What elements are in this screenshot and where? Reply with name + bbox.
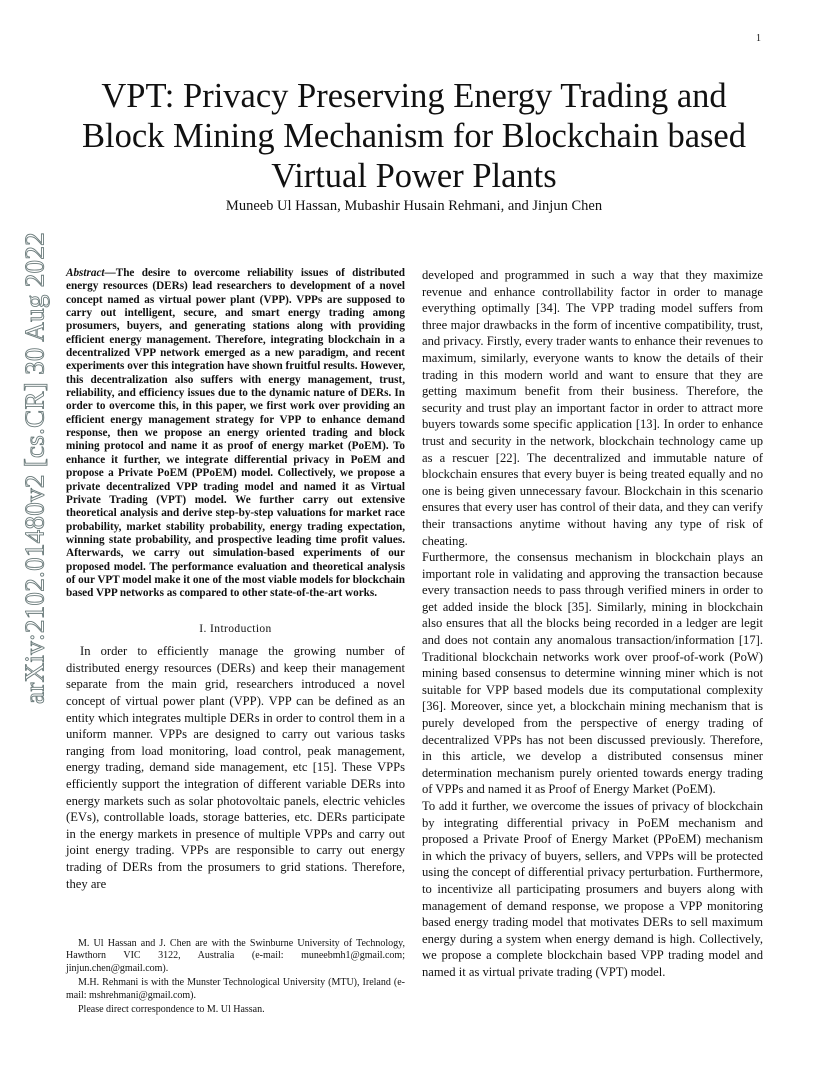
arxiv-stamp-text: arXiv:2102.01480v2 [cs.CR] 30 Aug 2022: [19, 232, 50, 704]
abstract: [66, 267, 405, 601]
body-paragraph: To add it further, we overcome the issues of privacy of blockchain by integrating differential privacy in PoEM mechanism and proposed a Private Proof of Energy Market (PPoEM) mechanism in which the privacy of buyers, sellers, and VPPs will be protected using the concept of differential privacy perturbation. Furthermore, to incentivize all participating prosumers and buyers along with management of demand response, we propose a VPP monitoring based energy trading model that motivates DERs to sell maximum energy during a system when energy demand is high. Collectively, we propose a complete blockchain based VPP trading model and named it as virtual private trading (VPT) model.: [422, 799, 763, 979]
right-column: [422, 267, 763, 981]
footnote: M.H. Rehmani is with the Munster Technological University (MTU), Ireland (e-mail: mshrehmani@gmail.com).: [66, 977, 405, 1001]
intro-paragraph: In order to efficiently manage the growing number of distributed energy resources (DERs) and keep their management separate from the main grid, researchers introduced a novel concept of virtual power plant (VPP). VPP can be defined as an entity which integrates multiple DERs in order to control them in a uniform manner. VPPs are designed to carry out various tasks ranging from load monitoring, load control, peak management, energy trading, demand side management, etc [15]. These VPPs efficiently support the integration of different variable DERs into energy markets such as solar photovoltaic panels, electric vehicles (EVs), controllable loads, storage batteries, etc. DERs participate in the energy markets in presence of multiple VPPs and carry out joint energy trading. VPPs are responsible to carry out energy trading of DERs from the prosumers to grid stations. Therefore, they are: [66, 644, 405, 891]
footnotes: [66, 938, 405, 1018]
body-paragraph: Furthermore, the consensus mechanism in blockchain plays an important role in validating and approving the transaction because every transaction needs to pass through verified miners in order to get added inside the block [35]. Similarly, mining in blockchain also ensures that all the blocks being recorded in a ledger are legit and does not contain any anomalous transaction/information [17]. Traditional blockchain networks work over proof-of-work (PoW) mining based consensus to determine winning miner which is not suitable for VPP based models due its computational complexity [36]. Moreover, since yet, a blockchain mining mechanism that is purely developed from the perspective of energy trading of decentralized VPPs has not been discussed previously. Therefore, in this article, we develop a distributed consensus miner determination mechanism purely oriented towards energy trading of VPPs and named it as Proof of Energy Market (PoEM).: [422, 550, 763, 797]
footnote: Please direct correspondence to M. Ul Hassan.: [78, 1004, 265, 1016]
paper-title: VPT: Privacy Preserving Energy Trading and Block Mining Mechanism for Blockchain based Virtual Power Plants: [82, 77, 746, 195]
left-column: [66, 267, 405, 892]
abstract-label: Abstract: [66, 267, 105, 279]
page-number: 1: [756, 33, 761, 44]
abstract-text: —The desire to overcome reliability issues of distributed energy resources (DERs) lead researchers to development of a novel concept named as virtual power plant (VPP). VPPs are supposed to carry out intelligent, secure, and smart energy trading among prosumers, buyers, and generating stations along with providing efficient energy management. Therefore, integrating blockchain in a decentralized VPP network emerged as a new paradigm, and recent experiments over this integration have shown fruitful results. However, this decentralization also suffers with energy management, trust, reliability, and efficiency issues due to the dynamic nature of DERs. In order to overcome this, in this paper, we first work over providing an efficient energy management strategy for VPP to enhance demand response, then we propose an energy oriented trading and block mining protocol and name it as proof of energy market (PoEM). To enhance it further, we integrate differential privacy in PoEM and propose a Private PoEM (PPoEM) model. Collectively, we propose a private decentralized VPP trading model and named it as Virtual Private Trading (VPT) model. We further carry out extensive theoretical analysis and derive step-by-step valuations for market race probability, market stability probability, energy trading expectation, winning state probability, and prospective leading time profit values. Afterwards, we carry out simulation-based experiments of our proposed model. The performance evaluation and theoretical analysis of our VPT model make it one of the most viable models for blockchain based VPP networks as compared to other state-of-the-art works.: [66, 267, 405, 600]
body-paragraph: developed and programmed in such a way that they maximize revenue and enhance controllability factor in order to manage everything optimally [34]. The VPP trading model suffers from three major drawbacks in the form of incentive compatibility, trust, and privacy. Firstly, every trader wants to enhance their revenues to maximum, similarly, everyone wants to know the details of their trading in this modern world and want to ensure that they are getting maximum benefit from their business. Therefore, the security and trust play an important factor in order to attract more buyers towards some specific application [13]. In order to enhance trust and security in the network, blockchain technology came up as a rescuer [22]. The decentralized and immutable nature of blockchain ensures that every buyer is being treated equally and no one is being given unnecessary favour. Blockchain in this scenario ensures that every user has control of their data, and they can verify their transactions anytime without having any type of risk of cheating.: [422, 268, 763, 548]
section-heading-introduction: I. Introduction: [199, 622, 272, 635]
arxiv-stamp: [15, 232, 55, 704]
author-list: Muneeb Ul Hassan, Mubashir Husain Rehmani, and Jinjun Chen: [225, 198, 603, 214]
footnote: M. Ul Hassan and J. Chen are with the Swinburne University of Technology, Hawthorn VIC 3122, Australia (e-mail: muneebmh1@gmail.com; jinjun.chen@gmail.com).: [66, 938, 405, 974]
